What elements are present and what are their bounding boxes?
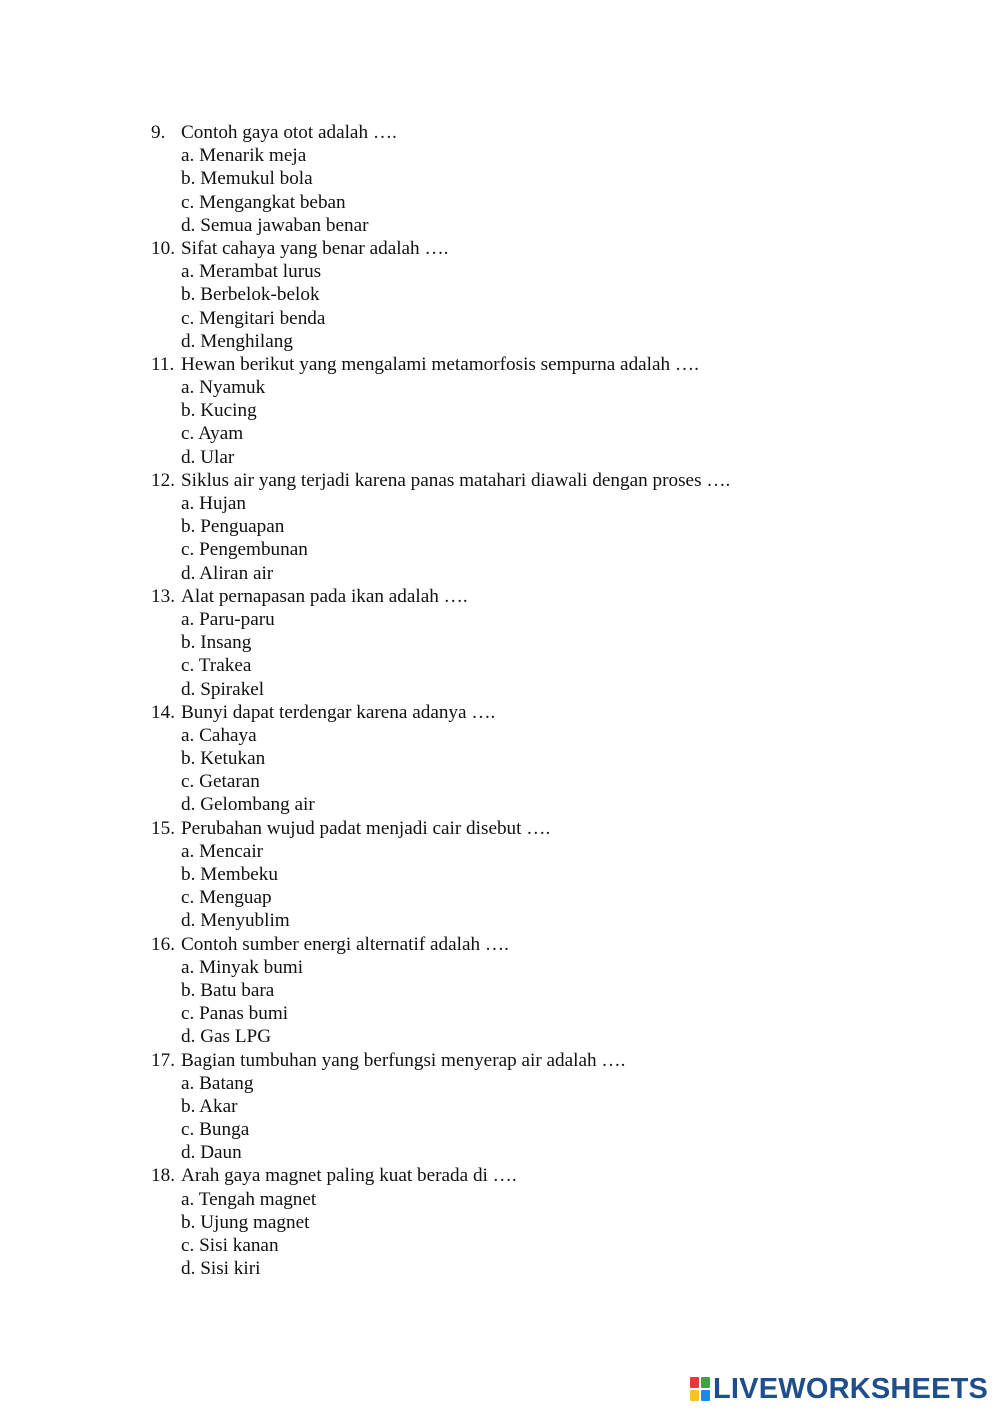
option-letter: c. [181,539,195,561]
question-line [151,121,931,144]
answer-option[interactable] [151,886,931,909]
logo-mark-square [701,1377,710,1388]
option-letter: b. [181,748,196,770]
answer-option[interactable] [151,1257,931,1280]
answer-option[interactable] [151,608,931,631]
question-number: 9. [151,122,166,143]
logo-mark-square [701,1390,710,1401]
option-letter: a. [181,493,195,514]
option-letter: b. [181,168,196,190]
option-text: Tengah magnet [198,1188,317,1210]
logo-text: LIVEWORKSHEETS [713,1373,989,1405]
option-text: Penguapan [200,516,285,538]
question-text: Hewan berikut yang mengalami metamorfosis sempurna adalah …. [181,353,699,375]
option-text: Menarik meja [199,145,307,167]
answer-option[interactable] [151,724,931,747]
question-line [151,1164,931,1187]
answer-option[interactable] [151,1002,931,1025]
logo-mark-icon [690,1377,710,1401]
option-letter: a. [181,261,195,283]
option-letter: b. [181,284,196,306]
option-letter: d. [181,330,196,352]
option-text: Insang [200,632,252,654]
question-number: 10. [151,237,175,259]
answer-option[interactable] [151,538,931,561]
answer-option[interactable] [151,909,931,932]
option-letter: d. [181,214,196,236]
question-item [151,585,931,701]
answer-option[interactable] [151,1072,931,1095]
option-text: Ketukan [200,748,266,770]
option-letter: d. [181,1026,196,1048]
question-list [151,121,931,1280]
liveworksheets-logo [690,1372,988,1406]
answer-option[interactable] [151,399,931,422]
answer-option[interactable] [151,283,931,306]
option-letter: d. [181,1142,196,1164]
option-text: Batang [199,1072,254,1094]
question-number: 11. [151,353,175,375]
answer-option[interactable] [151,840,931,863]
option-text: Sisi kiri [200,1258,261,1280]
answer-option[interactable] [151,678,931,701]
answer-option[interactable] [151,747,931,770]
option-letter: d. [181,562,196,584]
question-item [151,933,931,1049]
option-text: Batu bara [200,979,275,1001]
answer-option[interactable] [151,979,931,1002]
question-item [151,469,931,585]
option-letter: b. [181,632,196,654]
question-line [151,469,931,492]
option-letter: a. [181,377,195,399]
option-letter: c. [181,1235,195,1256]
question-text: Perubahan wujud padat menjadi cair disebut …. [181,817,551,839]
option-text: Pengembunan [199,539,308,561]
question-item [151,1164,931,1280]
option-text: Membeku [200,864,278,885]
option-letter: b. [181,400,196,422]
option-text: Ular [200,446,235,468]
option-text: Bunga [199,1119,250,1141]
question-text: Bagian tumbuhan yang berfungsi menyerap air adalah …. [181,1049,626,1071]
question-item [151,817,931,933]
question-number: 17. [151,1049,175,1071]
answer-option[interactable] [151,191,931,214]
question-line [151,1049,931,1072]
option-text: Trakea [198,655,252,677]
answer-option[interactable] [151,446,931,469]
option-letter: c. [181,191,195,213]
option-text: Berbelok-belok [200,284,320,306]
option-text: Sisi kanan [199,1235,279,1256]
answer-option[interactable] [151,492,931,515]
option-text: Memukul bola [200,168,313,190]
answer-option[interactable] [151,515,931,538]
option-letter: a. [181,1188,195,1210]
option-text: Spirakel [200,678,265,700]
option-letter: c. [181,887,195,909]
answer-option[interactable] [151,330,931,353]
option-text: Akar [199,1095,238,1117]
question-line [151,701,931,724]
question-item [151,701,931,817]
option-text: Menghilang [200,330,293,352]
answer-option[interactable] [151,167,931,190]
question-number: 13. [151,585,175,607]
answer-option[interactable] [151,863,931,886]
option-text: Mengitari benda [199,307,326,329]
option-letter: c. [181,307,195,329]
answer-option[interactable] [151,1188,931,1211]
question-line [151,237,931,260]
question-text: Siklus air yang terjadi karena panas matahari diawali dengan proses …. [181,469,731,491]
option-letter: c. [181,1119,195,1141]
option-letter: a. [181,724,195,746]
option-letter: c. [181,423,195,445]
option-text: Menyublim [200,910,290,932]
question-text: Contoh gaya otot adalah …. [181,122,397,143]
answer-option[interactable] [151,654,931,677]
logo-mark-square [690,1377,699,1388]
option-letter: c. [181,655,195,677]
answer-option[interactable] [151,1211,931,1234]
answer-option[interactable] [151,793,931,816]
answer-option[interactable] [151,562,931,585]
answer-option[interactable] [151,422,931,445]
question-number: 15. [151,817,175,839]
answer-option[interactable] [151,631,931,654]
question-text: Contoh sumber energi alternatif adalah …. [181,933,509,955]
question-number: 18. [151,1165,175,1187]
option-text: Getaran [199,771,260,793]
question-text: Bunyi dapat terdengar karena adanya …. [181,701,496,723]
option-letter: b. [181,979,196,1001]
logo-mark-square [690,1390,699,1401]
answer-option[interactable] [151,1141,931,1164]
question-text: Alat pernapasan pada ikan adalah …. [181,585,468,607]
question-line [151,933,931,956]
option-text: Hujan [199,493,247,514]
option-text: Ayam [198,423,244,445]
option-text: Mengangkat beban [199,191,346,213]
option-letter: b. [181,864,196,885]
option-letter: a. [181,608,195,630]
answer-option[interactable] [151,1095,931,1118]
option-letter: b. [181,516,196,538]
option-letter: b. [181,1095,196,1117]
option-text: Daun [200,1142,242,1164]
question-text: Sifat cahaya yang benar adalah …. [181,237,449,259]
question-line [151,353,931,376]
option-text: Ujung magnet [200,1211,310,1233]
question-item [151,1049,931,1165]
answer-option[interactable] [151,214,931,237]
option-letter: d. [181,910,196,932]
question-item [151,353,931,469]
option-text: Paru-paru [199,608,275,630]
option-text: Kucing [200,400,257,422]
answer-option[interactable] [151,1118,931,1141]
option-letter: b. [181,1211,196,1233]
option-text: Merambat lurus [199,261,322,283]
option-letter: a. [181,1072,195,1094]
option-text: Cahaya [199,724,257,746]
option-text: Panas bumi [199,1003,289,1025]
option-text: Gas LPG [200,1026,272,1048]
answer-option[interactable] [151,956,931,979]
answer-option[interactable] [151,1025,931,1048]
option-letter: d. [181,794,196,816]
option-text: Aliran air [199,562,274,584]
question-text: Arah gaya magnet paling kuat berada di …. [181,1165,517,1187]
answer-option[interactable] [151,144,931,167]
answer-option[interactable] [151,376,931,399]
option-letter: c. [181,1003,195,1025]
option-text: Nyamuk [199,377,266,399]
option-text: Semua jawaban benar [200,214,369,236]
question-number: 16. [151,933,175,955]
option-letter: d. [181,446,196,468]
option-text: Menguap [199,887,272,909]
option-text: Minyak bumi [199,956,304,978]
answer-option[interactable] [151,307,931,330]
answer-option[interactable] [151,1234,931,1257]
option-letter: a. [181,145,195,167]
answer-option[interactable] [151,260,931,283]
question-number: 12. [151,469,175,491]
option-letter: a. [181,840,195,862]
option-text: Mencair [199,840,264,862]
option-letter: d. [181,678,196,700]
answer-option[interactable] [151,770,931,793]
option-text: Gelombang air [200,794,315,816]
option-letter: c. [181,771,195,793]
question-line [151,817,931,840]
question-item [151,121,931,237]
question-line [151,585,931,608]
question-item [151,237,931,353]
option-letter: d. [181,1258,196,1280]
option-letter: a. [181,956,195,978]
question-number: 14. [151,701,175,723]
